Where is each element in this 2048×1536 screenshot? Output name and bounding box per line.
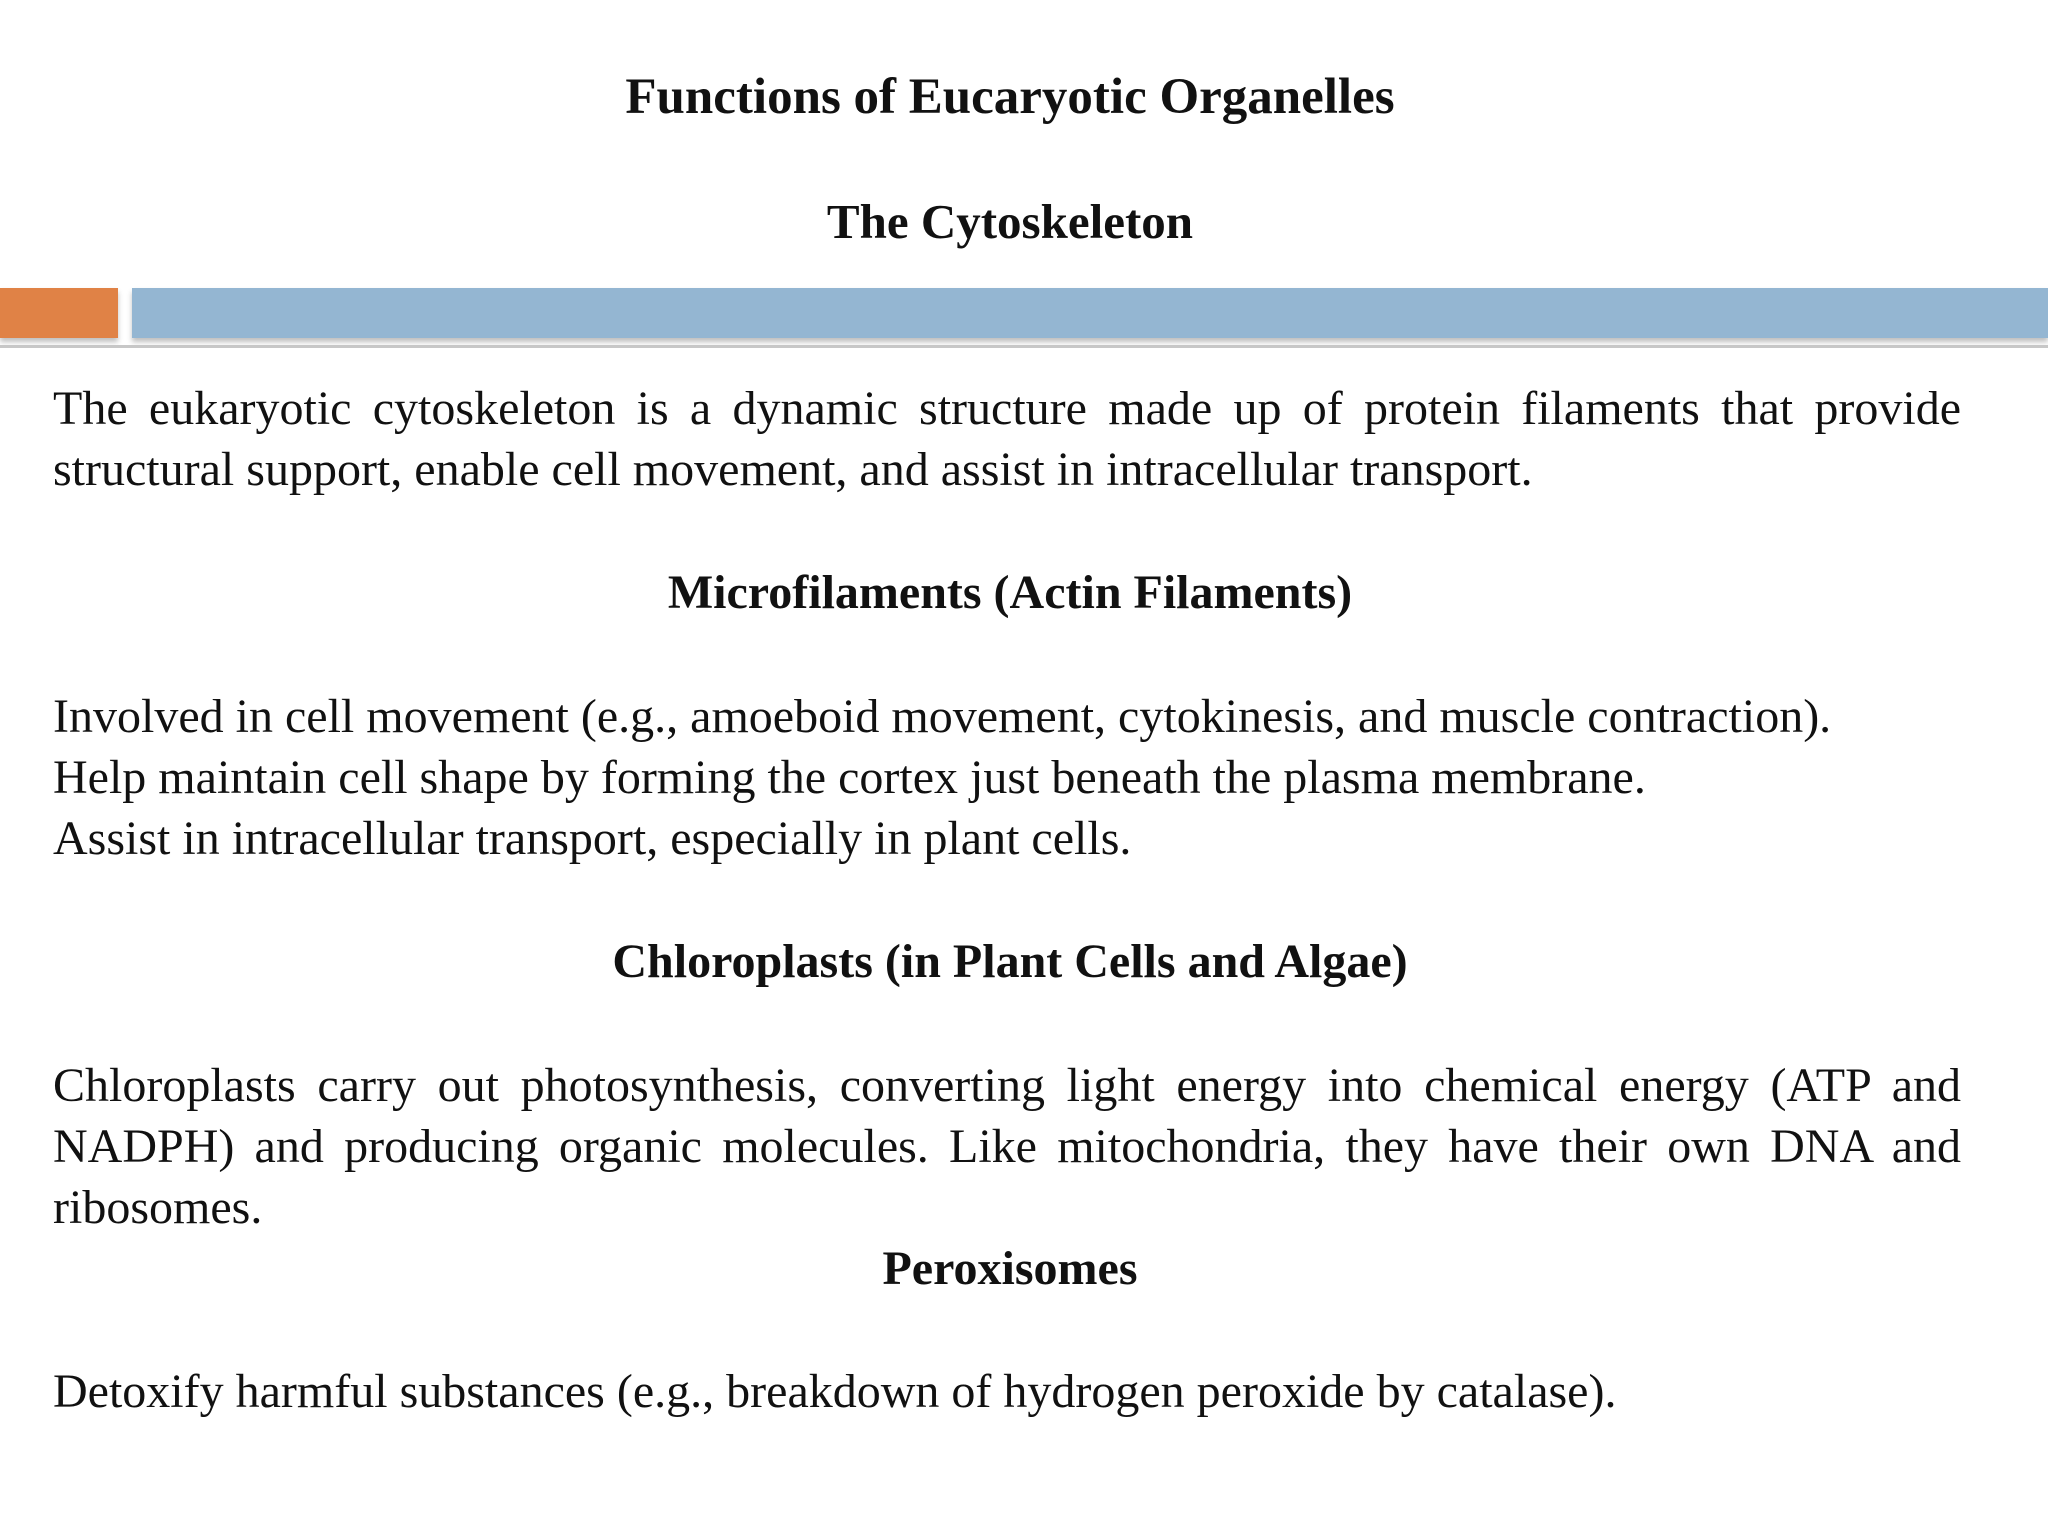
peroxisomes-list <box>53 1361 1993 1422</box>
chloroplasts-paragraph: Chloroplasts carry out photosynthesis, converting light energy into chemical energy (ATP and NADPH) and producing organic molecules. Like mitochondria, they have their own DNA and ribosomes. <box>53 1059 1961 1234</box>
cytoskeleton-paragraph: The eukaryotic cytoskeleton is a dynamic structure made up of protein filaments that provide structural support, enable cell movement, and assist in intracellular transport. <box>53 382 1961 496</box>
heading-microfilaments: Microfilaments (Actin Filaments) <box>667 566 1353 619</box>
slide-subtitle: The Cytoskeleton <box>826 194 1194 249</box>
peroxisomes-line-1: Detoxify harmful substances (e.g., breakdown of hydrogen peroxide by catalase). <box>53 1365 1617 1418</box>
microfilaments-line-1: Involved in cell movement (e.g., amoeboid movement, cytokinesis, and muscle contraction). <box>53 690 1832 743</box>
accent-bar-blue <box>132 288 2048 338</box>
accent-bar-orange <box>0 288 118 338</box>
slide-title: Functions of Eucaryotic Organelles <box>625 69 1395 125</box>
microfilaments-line-2: Help maintain cell shape by forming the cortex just beneath the plasma membrane. <box>53 751 1646 804</box>
heading-chloroplasts: Chloroplasts (in Plant Cells and Algae) <box>612 935 1408 988</box>
divider-rule <box>0 345 2048 348</box>
microfilaments-line-3: Assist in intracellular transport, especially in plant cells. <box>53 812 1132 865</box>
microfilaments-list <box>53 686 1993 869</box>
heading-peroxisomes: Peroxisomes <box>882 1242 1138 1295</box>
